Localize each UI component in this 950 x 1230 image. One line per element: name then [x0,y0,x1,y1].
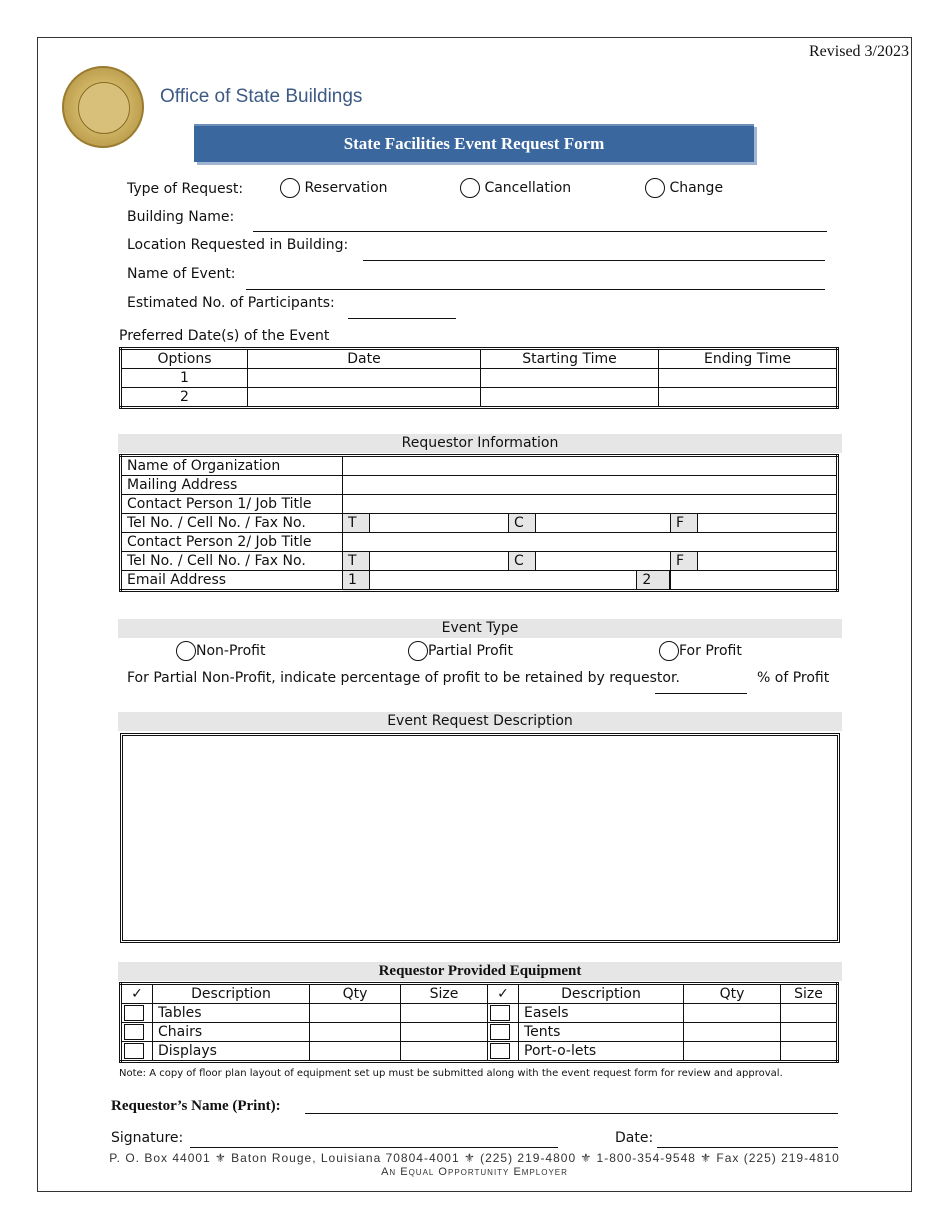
easels-size[interactable] [781,1004,838,1023]
change-label: Change [669,180,724,196]
date-1-cell[interactable] [248,369,481,388]
tables-check-cell [121,1004,153,1023]
office-name: Office of State Buildings [160,86,363,107]
footer-address: P. O. Box 44001 ⚜ Baton Rouge, Louisiana 70804-4001 ⚜ (225) 219-4800 ⚜ 1-800-354-9548 ⚜ Fax (225) 219-4810 [109,1151,840,1165]
location-label: Location Requested in Building: [127,237,349,253]
displays-check-cell [121,1042,153,1062]
option-non-profit[interactable] [176,641,265,661]
location-field[interactable] [363,260,825,261]
option-for-profit[interactable] [659,641,742,661]
signature-field[interactable] [190,1147,558,1148]
percent-of-profit-label: % of Profit [757,670,830,686]
profit-percent-field[interactable] [655,693,747,694]
cancellation-label: Cancellation [484,180,572,196]
date-2-cell[interactable] [248,388,481,408]
dates-table [119,347,839,409]
participants-field[interactable] [348,318,456,319]
phone2-f-prefix: F [671,552,698,571]
email-split [370,571,671,591]
tents-checkbox[interactable] [490,1024,510,1040]
phone1-c-cell[interactable] [536,514,671,533]
chairs-size[interactable] [401,1023,488,1042]
request-type-label: Type of Request: [127,181,244,197]
end-1-cell[interactable] [659,369,838,388]
email-1-prefix: 1 [343,571,370,591]
left-check-header: ✓ [121,984,153,1004]
form-page [37,37,912,1192]
requestor-name-label: Requestor’s Name (Print): [111,1098,281,1114]
partial-profit-radio[interactable] [408,641,428,661]
port-o-lets-check-cell [488,1042,519,1062]
tents-size[interactable] [781,1023,838,1042]
left-qty-header: Qty [310,984,401,1004]
phone2-c-cell[interactable] [536,552,671,571]
date-field[interactable] [657,1147,838,1148]
right-check-header: ✓ [488,984,519,1004]
signature-label: Signature: [111,1130,184,1146]
tables-checkbox[interactable] [124,1005,144,1021]
right-size-header: Size [781,984,838,1004]
phone1-f-prefix: F [671,514,698,533]
option-1: 1 [121,369,248,388]
phone2-f-cell[interactable] [698,552,838,571]
port-o-lets-qty[interactable] [684,1042,781,1062]
chairs-check-cell [121,1023,153,1042]
tables-qty[interactable] [310,1004,401,1023]
right-desc-header: Description [519,984,684,1004]
cancellation-radio[interactable] [460,178,480,198]
email-2-prefix: 2 [637,571,670,589]
option-change[interactable] [645,178,723,198]
dates-heading: Preferred Date(s) of the Event [119,328,330,344]
phone2-label: Tel No. / Cell No. / Fax No. [121,552,343,571]
phone1-t-cell[interactable] [370,514,509,533]
chairs-qty[interactable] [310,1023,401,1042]
phone2-c-prefix: C [509,552,536,571]
non-profit-radio[interactable] [176,641,196,661]
building-name-label: Building Name: [127,209,235,225]
end-2-cell[interactable] [659,388,838,408]
port-o-lets-size[interactable] [781,1042,838,1062]
mailing-label: Mailing Address [121,476,343,495]
non-profit-label: Non-Profit [196,643,266,659]
displays-qty[interactable] [310,1042,401,1062]
displays-checkbox[interactable] [124,1043,144,1059]
org-cell[interactable] [343,456,838,476]
contact2-label: Contact Person 2/ Job Title [121,533,343,552]
description-heading: Event Request Description [118,712,842,731]
mailing-cell[interactable] [343,476,838,495]
contact1-label: Contact Person 1/ Job Title [121,495,343,514]
requestor-table [119,454,839,592]
event-name-field[interactable] [246,289,825,290]
email-1-cell[interactable] [370,571,637,589]
equipment-heading: Requestor Provided Equipment [118,962,842,981]
change-radio[interactable] [645,178,665,198]
requestor-heading: Requestor Information [118,434,842,453]
event-name-label: Name of Event: [127,266,236,282]
partial-profit-label: Partial Profit [428,643,513,659]
for-profit-radio[interactable] [659,641,679,661]
tents-check-cell [488,1023,519,1042]
reservation-radio[interactable] [280,178,300,198]
chairs-checkbox[interactable] [124,1024,144,1040]
option-partial-profit[interactable] [408,641,513,661]
option-reservation[interactable] [280,178,388,198]
phone2-t-prefix: T [343,552,370,571]
chairs-label: Chairs [153,1023,310,1042]
revised-date: Revised 3/2023 [809,43,909,60]
tables-size[interactable] [401,1004,488,1023]
date-label: Date: [615,1130,654,1146]
easels-label: Easels [519,1004,684,1023]
start-1-cell[interactable] [481,369,659,388]
building-name-field[interactable] [253,231,827,232]
reservation-label: Reservation [304,180,388,196]
displays-size[interactable] [401,1042,488,1062]
description-textarea[interactable] [120,733,840,943]
left-desc-header: Description [153,984,310,1004]
col-end-time: Ending Time [659,349,838,369]
tables-label: Tables [153,1004,310,1023]
phone1-label: Tel No. / Cell No. / Fax No. [121,514,343,533]
col-options: Options [121,349,248,369]
port-o-lets-label: Port-o-lets [519,1042,684,1062]
option-cancellation[interactable] [460,178,571,198]
phone1-c-prefix: C [509,514,536,533]
port-o-lets-checkbox[interactable] [490,1043,510,1059]
footer-eoe: An Equal Opportunity Employer [381,1166,568,1178]
participants-label: Estimated No. of Participants: [127,295,335,311]
equipment-note: Note: A copy of floor plan layout of equipment set up must be submitted along with the event request form for review and approval. [119,1068,783,1079]
right-qty-header: Qty [684,984,781,1004]
col-start-time: Starting Time [481,349,659,369]
org-label: Name of Organization [121,456,343,476]
partial-profit-instruction: For Partial Non-Profit, indicate percentage of profit to be retained by requestor. [127,670,680,686]
form-title: State Facilities Event Request Form [194,124,754,162]
easels-qty[interactable] [684,1004,781,1023]
requestor-name-field[interactable] [305,1113,838,1114]
email-label: Email Address [121,571,343,591]
state-seal-icon [62,66,144,148]
phone1-t-prefix: T [343,514,370,533]
tents-label: Tents [519,1023,684,1042]
easels-check-cell [488,1004,519,1023]
col-date: Date [248,349,481,369]
equipment-table [119,982,839,1063]
for-profit-label: For Profit [679,643,742,659]
tents-qty[interactable] [684,1023,781,1042]
contact2-cell[interactable] [343,533,838,552]
left-size-header: Size [401,984,488,1004]
email-inner-table [370,571,670,589]
contact1-cell[interactable] [343,495,838,514]
option-2: 2 [121,388,248,408]
phone1-f-cell[interactable] [698,514,838,533]
email-2-cell[interactable] [671,571,838,591]
event-type-heading: Event Type [118,619,842,638]
easels-checkbox[interactable] [490,1005,510,1021]
phone2-t-cell[interactable] [370,552,509,571]
start-2-cell[interactable] [481,388,659,408]
displays-label: Displays [153,1042,310,1062]
